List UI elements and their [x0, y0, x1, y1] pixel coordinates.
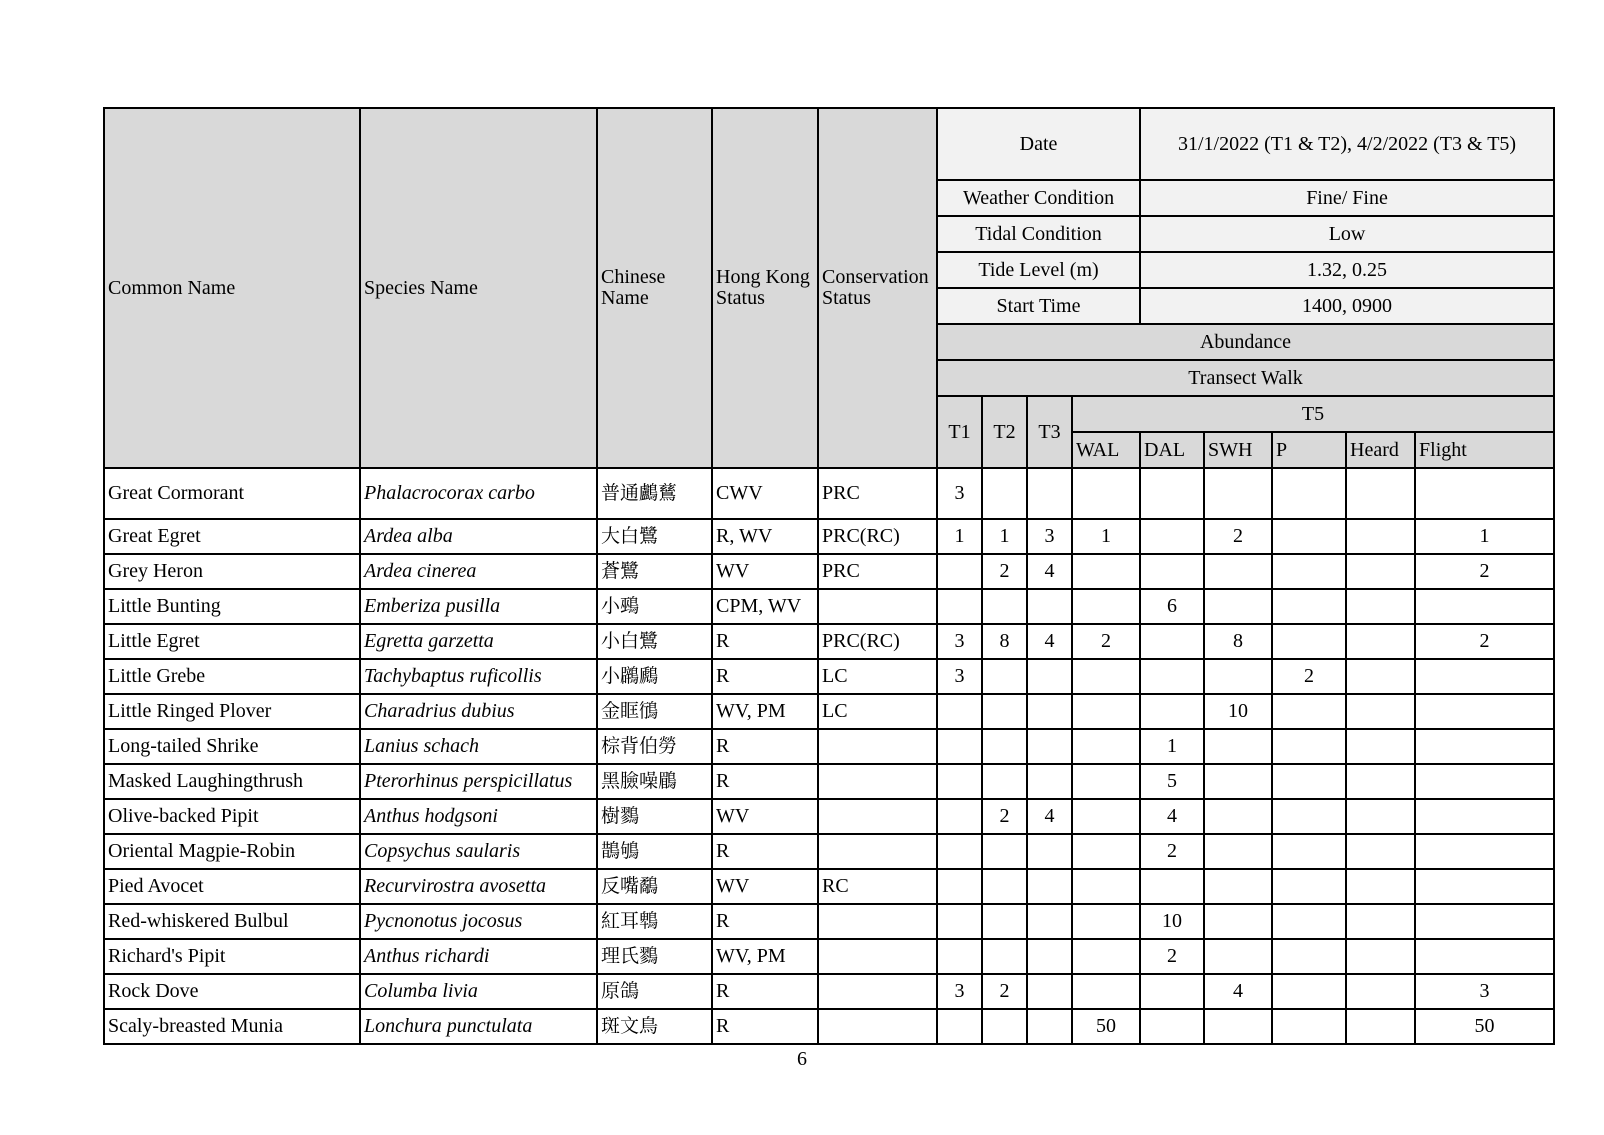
table-row — [104, 974, 1554, 1009]
count-t2-cell — [982, 869, 1027, 904]
count-t5-swh-cell: 4 — [1204, 974, 1272, 1009]
count-t1-cell — [937, 1009, 982, 1044]
table-row — [104, 904, 1554, 939]
species-name-cell: Ardea alba — [360, 519, 597, 554]
count-t5-dal-cell — [1140, 468, 1204, 519]
count-t5-swh-cell: 10 — [1204, 694, 1272, 729]
count-t5-dal-cell — [1140, 659, 1204, 694]
count-t5-heard-cell — [1346, 694, 1415, 729]
count-t5-dal-cell: 5 — [1140, 764, 1204, 799]
count-t5-wal-cell — [1072, 939, 1140, 974]
count-t5-swh-cell — [1204, 904, 1272, 939]
count-t3-cell — [1027, 659, 1072, 694]
conservation-status-cell: PRC(RC) — [818, 519, 937, 554]
species-name-cell: Lanius schach — [360, 729, 597, 764]
start-time-value: 1400, 0900 — [1140, 288, 1554, 324]
hk-status-cell: WV, PM — [712, 939, 818, 974]
count-t5-heard-cell — [1346, 468, 1415, 519]
species-name-cell: Copsychus saularis — [360, 834, 597, 869]
transect-walk-header: Transect Walk — [937, 360, 1554, 396]
header-t5: T5 — [1072, 396, 1554, 432]
species-name-cell: Pterorhinus perspicillatus — [360, 764, 597, 799]
common-name-cell: Little Grebe — [104, 659, 360, 694]
count-t5-swh-cell — [1204, 764, 1272, 799]
count-t5-dal-cell: 2 — [1140, 939, 1204, 974]
count-t5-flight-cell — [1415, 729, 1554, 764]
conservation-status-cell: LC — [818, 694, 937, 729]
bird-survey-table — [103, 107, 1555, 1045]
count-t3-cell — [1027, 764, 1072, 799]
common-name-cell: Grey Heron — [104, 554, 360, 589]
count-t5-swh-cell — [1204, 468, 1272, 519]
count-t5-swh-cell — [1204, 834, 1272, 869]
count-t5-p-cell — [1272, 904, 1346, 939]
count-t2-cell — [982, 764, 1027, 799]
common-name-cell: Pied Avocet — [104, 869, 360, 904]
common-name-cell: Long-tailed Shrike — [104, 729, 360, 764]
page-number: 6 — [797, 1048, 807, 1070]
count-t5-flight-cell: 2 — [1415, 624, 1554, 659]
count-t5-wal-cell — [1072, 834, 1140, 869]
count-t5-flight-cell — [1415, 834, 1554, 869]
header-conservation-status: Conservation Status — [818, 108, 937, 468]
header-t1: T1 — [937, 396, 982, 468]
count-t5-p-cell — [1272, 974, 1346, 1009]
count-t3-cell — [1027, 729, 1072, 764]
count-t3-cell — [1027, 904, 1072, 939]
species-name-cell: Columba livia — [360, 974, 597, 1009]
common-name-cell: Red-whiskered Bulbul — [104, 904, 360, 939]
conservation-status-cell — [818, 904, 937, 939]
count-t5-wal-cell — [1072, 869, 1140, 904]
count-t2-cell: 1 — [982, 519, 1027, 554]
table-row — [104, 589, 1554, 624]
count-t5-wal-cell — [1072, 554, 1140, 589]
count-t5-dal-cell — [1140, 869, 1204, 904]
count-t5-dal-cell — [1140, 694, 1204, 729]
tide-level-value: 1.32, 0.25 — [1140, 252, 1554, 288]
chinese-name-cell: 大白鷺 — [597, 519, 712, 554]
hk-status-cell: R — [712, 764, 818, 799]
hk-status-cell: CPM, WV — [712, 589, 818, 624]
count-t3-cell: 4 — [1027, 624, 1072, 659]
count-t5-wal-cell — [1072, 468, 1140, 519]
count-t3-cell: 4 — [1027, 554, 1072, 589]
count-t5-p-cell — [1272, 729, 1346, 764]
count-t5-heard-cell — [1346, 624, 1415, 659]
count-t1-cell — [937, 799, 982, 834]
count-t5-p-cell: 2 — [1272, 659, 1346, 694]
conservation-status-cell: PRC — [818, 554, 937, 589]
hk-status-cell: CWV — [712, 468, 818, 519]
species-name-cell: Recurvirostra avosetta — [360, 869, 597, 904]
count-t5-heard-cell — [1346, 974, 1415, 1009]
conservation-status-cell — [818, 589, 937, 624]
table-row — [104, 519, 1554, 554]
count-t3-cell — [1027, 694, 1072, 729]
count-t5-heard-cell — [1346, 834, 1415, 869]
count-t5-dal-cell: 2 — [1140, 834, 1204, 869]
hk-status-cell: WV — [712, 869, 818, 904]
header-common-name: Common Name — [104, 108, 360, 468]
species-name-cell: Lonchura punctulata — [360, 1009, 597, 1044]
count-t5-wal-cell — [1072, 659, 1140, 694]
hk-status-cell: WV — [712, 799, 818, 834]
weather-value: Fine/ Fine — [1140, 180, 1554, 216]
conservation-status-cell — [818, 834, 937, 869]
count-t5-p-cell — [1272, 764, 1346, 799]
count-t2-cell — [982, 904, 1027, 939]
chinese-name-cell: 理氏鷚 — [597, 939, 712, 974]
count-t5-flight-cell — [1415, 939, 1554, 974]
chinese-name-cell: 小鸊鷉 — [597, 659, 712, 694]
count-t1-cell: 3 — [937, 468, 982, 519]
count-t5-wal-cell — [1072, 764, 1140, 799]
conservation-status-cell — [818, 729, 937, 764]
common-name-cell: Great Cormorant — [104, 468, 360, 519]
count-t5-p-cell — [1272, 589, 1346, 624]
count-t5-heard-cell — [1346, 589, 1415, 624]
count-t5-heard-cell — [1346, 764, 1415, 799]
count-t2-cell — [982, 659, 1027, 694]
count-t5-heard-cell — [1346, 519, 1415, 554]
count-t5-wal-cell: 1 — [1072, 519, 1140, 554]
count-t5-p-cell — [1272, 468, 1346, 519]
species-name-cell: Emberiza pusilla — [360, 589, 597, 624]
common-name-cell: Olive-backed Pipit — [104, 799, 360, 834]
common-name-cell: Masked Laughingthrush — [104, 764, 360, 799]
count-t5-wal-cell — [1072, 589, 1140, 624]
count-t5-dal-cell — [1140, 519, 1204, 554]
count-t1-cell — [937, 554, 982, 589]
count-t5-dal-cell — [1140, 624, 1204, 659]
count-t5-swh-cell: 2 — [1204, 519, 1272, 554]
table-row — [104, 729, 1554, 764]
table-row — [104, 624, 1554, 659]
species-name-cell: Anthus richardi — [360, 939, 597, 974]
count-t2-cell — [982, 694, 1027, 729]
table-row — [104, 694, 1554, 729]
chinese-name-cell: 反嘴鷸 — [597, 869, 712, 904]
count-t3-cell — [1027, 869, 1072, 904]
count-t5-flight-cell: 3 — [1415, 974, 1554, 1009]
count-t5-wal-cell — [1072, 799, 1140, 834]
header-t5-flight: Flight — [1415, 432, 1554, 468]
count-t2-cell — [982, 589, 1027, 624]
count-t5-p-cell — [1272, 799, 1346, 834]
table-row — [104, 554, 1554, 589]
count-t5-p-cell — [1272, 939, 1346, 974]
count-t2-cell — [982, 468, 1027, 519]
count-t1-cell: 1 — [937, 519, 982, 554]
abundance-header: Abundance — [937, 324, 1554, 360]
count-t5-heard-cell — [1346, 729, 1415, 764]
tidal-value: Low — [1140, 216, 1554, 252]
count-t5-p-cell — [1272, 869, 1346, 904]
count-t5-p-cell — [1272, 519, 1346, 554]
count-t5-swh-cell: 8 — [1204, 624, 1272, 659]
count-t5-swh-cell — [1204, 869, 1272, 904]
tidal-label: Tidal Condition — [937, 216, 1140, 252]
table-row — [104, 799, 1554, 834]
count-t5-dal-cell — [1140, 1009, 1204, 1044]
conservation-status-cell — [818, 1009, 937, 1044]
table-row — [104, 939, 1554, 974]
chinese-name-cell: 斑文鳥 — [597, 1009, 712, 1044]
count-t5-swh-cell — [1204, 1009, 1272, 1044]
hk-status-cell: R — [712, 729, 818, 764]
count-t5-p-cell — [1272, 624, 1346, 659]
count-t5-wal-cell — [1072, 974, 1140, 1009]
hk-status-cell: WV — [712, 554, 818, 589]
count-t3-cell — [1027, 589, 1072, 624]
count-t5-heard-cell — [1346, 554, 1415, 589]
count-t5-flight-cell — [1415, 904, 1554, 939]
count-t5-flight-cell — [1415, 799, 1554, 834]
count-t3-cell — [1027, 468, 1072, 519]
table-row — [104, 468, 1554, 519]
hk-status-cell: R, WV — [712, 519, 818, 554]
count-t1-cell — [937, 694, 982, 729]
species-name-cell: Ardea cinerea — [360, 554, 597, 589]
count-t5-heard-cell — [1346, 1009, 1415, 1044]
hk-status-cell: R — [712, 904, 818, 939]
count-t5-swh-cell — [1204, 554, 1272, 589]
count-t1-cell — [937, 904, 982, 939]
table-row — [104, 1009, 1554, 1044]
chinese-name-cell: 小白鷺 — [597, 624, 712, 659]
table-row — [104, 869, 1554, 904]
chinese-name-cell: 樹鷚 — [597, 799, 712, 834]
count-t1-cell: 3 — [937, 659, 982, 694]
count-t5-flight-cell — [1415, 694, 1554, 729]
species-name-cell: Charadrius dubius — [360, 694, 597, 729]
conservation-status-cell — [818, 939, 937, 974]
chinese-name-cell: 鵲鴝 — [597, 834, 712, 869]
header-t5-dal: DAL — [1140, 432, 1204, 468]
header-t2: T2 — [982, 396, 1027, 468]
count-t2-cell: 2 — [982, 554, 1027, 589]
count-t5-flight-cell: 1 — [1415, 519, 1554, 554]
count-t1-cell — [937, 869, 982, 904]
count-t5-flight-cell: 50 — [1415, 1009, 1554, 1044]
header-t5-heard: Heard — [1346, 432, 1415, 468]
count-t5-wal-cell: 50 — [1072, 1009, 1140, 1044]
hk-status-cell: R — [712, 974, 818, 1009]
count-t5-heard-cell — [1346, 659, 1415, 694]
count-t3-cell — [1027, 974, 1072, 1009]
count-t5-swh-cell — [1204, 659, 1272, 694]
chinese-name-cell: 紅耳鵯 — [597, 904, 712, 939]
chinese-name-cell: 黑臉噪鶥 — [597, 764, 712, 799]
count-t3-cell — [1027, 1009, 1072, 1044]
date-value: 31/1/2022 (T1 & T2), 4/2/2022 (T3 & T5) — [1140, 108, 1554, 180]
count-t5-p-cell — [1272, 834, 1346, 869]
chinese-name-cell: 棕背伯勞 — [597, 729, 712, 764]
count-t2-cell — [982, 834, 1027, 869]
count-t5-swh-cell — [1204, 729, 1272, 764]
hk-status-cell: R — [712, 659, 818, 694]
count-t1-cell — [937, 764, 982, 799]
count-t5-flight-cell — [1415, 869, 1554, 904]
chinese-name-cell: 蒼鷺 — [597, 554, 712, 589]
count-t1-cell — [937, 729, 982, 764]
species-name-cell: Pycnonotus jocosus — [360, 904, 597, 939]
common-name-cell: Scaly-breasted Munia — [104, 1009, 360, 1044]
count-t5-flight-cell — [1415, 589, 1554, 624]
start-time-label: Start Time — [937, 288, 1140, 324]
conservation-status-cell: PRC(RC) — [818, 624, 937, 659]
count-t1-cell — [937, 939, 982, 974]
count-t5-p-cell — [1272, 1009, 1346, 1044]
header-t3: T3 — [1027, 396, 1072, 468]
header-t5-swh: SWH — [1204, 432, 1272, 468]
common-name-cell: Rock Dove — [104, 974, 360, 1009]
hk-status-cell: R — [712, 834, 818, 869]
count-t5-dal-cell: 6 — [1140, 589, 1204, 624]
count-t3-cell — [1027, 939, 1072, 974]
count-t1-cell: 3 — [937, 974, 982, 1009]
table-row — [104, 764, 1554, 799]
header-species-name: Species Name — [360, 108, 597, 468]
header-hk-status: Hong Kong Status — [712, 108, 818, 468]
count-t5-wal-cell — [1072, 694, 1140, 729]
count-t3-cell: 4 — [1027, 799, 1072, 834]
count-t5-p-cell — [1272, 554, 1346, 589]
table-row — [104, 834, 1554, 869]
conservation-status-cell — [818, 764, 937, 799]
species-name-cell: Tachybaptus ruficollis — [360, 659, 597, 694]
count-t5-dal-cell — [1140, 554, 1204, 589]
hk-status-cell: R — [712, 1009, 818, 1044]
count-t2-cell: 2 — [982, 799, 1027, 834]
chinese-name-cell: 普通鸕鶿 — [597, 468, 712, 519]
count-t5-heard-cell — [1346, 869, 1415, 904]
count-t5-swh-cell — [1204, 589, 1272, 624]
count-t5-wal-cell — [1072, 729, 1140, 764]
count-t5-dal-cell: 4 — [1140, 799, 1204, 834]
conservation-status-cell: PRC — [818, 468, 937, 519]
species-name-cell: Anthus hodgsoni — [360, 799, 597, 834]
chinese-name-cell: 原鴿 — [597, 974, 712, 1009]
hk-status-cell: WV, PM — [712, 694, 818, 729]
common-name-cell: Little Egret — [104, 624, 360, 659]
count-t5-wal-cell — [1072, 904, 1140, 939]
count-t1-cell — [937, 834, 982, 869]
species-name-cell: Egretta garzetta — [360, 624, 597, 659]
count-t5-flight-cell — [1415, 468, 1554, 519]
common-name-cell: Little Bunting — [104, 589, 360, 624]
table-row — [104, 659, 1554, 694]
hk-status-cell: R — [712, 624, 818, 659]
count-t1-cell — [937, 589, 982, 624]
count-t1-cell: 3 — [937, 624, 982, 659]
header-t5-wal: WAL — [1072, 432, 1140, 468]
count-t5-dal-cell: 1 — [1140, 729, 1204, 764]
date-label: Date — [937, 108, 1140, 180]
count-t2-cell: 8 — [982, 624, 1027, 659]
header-t5-p: P — [1272, 432, 1346, 468]
count-t5-dal-cell: 10 — [1140, 904, 1204, 939]
common-name-cell: Great Egret — [104, 519, 360, 554]
chinese-name-cell: 小鵐 — [597, 589, 712, 624]
count-t2-cell — [982, 939, 1027, 974]
count-t2-cell — [982, 729, 1027, 764]
count-t3-cell — [1027, 834, 1072, 869]
conservation-status-cell — [818, 799, 937, 834]
weather-label: Weather Condition — [937, 180, 1140, 216]
tide-level-label: Tide Level (m) — [937, 252, 1140, 288]
count-t5-heard-cell — [1346, 904, 1415, 939]
count-t5-swh-cell — [1204, 799, 1272, 834]
chinese-name-cell: 金眶鴴 — [597, 694, 712, 729]
conservation-status-cell — [818, 974, 937, 1009]
conservation-status-cell: LC — [818, 659, 937, 694]
species-name-cell: Phalacrocorax carbo — [360, 468, 597, 519]
count-t5-flight-cell — [1415, 659, 1554, 694]
count-t5-heard-cell — [1346, 939, 1415, 974]
count-t5-wal-cell: 2 — [1072, 624, 1140, 659]
count-t2-cell — [982, 1009, 1027, 1044]
count-t5-dal-cell — [1140, 974, 1204, 1009]
header-chinese-name: Chinese Name — [597, 108, 712, 468]
count-t3-cell: 3 — [1027, 519, 1072, 554]
count-t5-p-cell — [1272, 694, 1346, 729]
common-name-cell: Little Ringed Plover — [104, 694, 360, 729]
count-t5-flight-cell: 2 — [1415, 554, 1554, 589]
count-t5-swh-cell — [1204, 939, 1272, 974]
conservation-status-cell: RC — [818, 869, 937, 904]
common-name-cell: Richard's Pipit — [104, 939, 360, 974]
count-t2-cell: 2 — [982, 974, 1027, 1009]
count-t5-heard-cell — [1346, 799, 1415, 834]
common-name-cell: Oriental Magpie-Robin — [104, 834, 360, 869]
count-t5-flight-cell — [1415, 764, 1554, 799]
